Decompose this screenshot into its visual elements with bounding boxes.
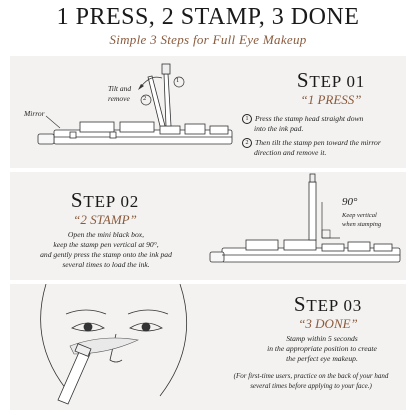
step-01-subtitle: “1 PRESS” xyxy=(300,92,362,107)
step-02-title xyxy=(20,188,190,213)
stamp-pens xyxy=(148,64,171,126)
mirror-pointer xyxy=(46,116,60,128)
angle-note-1: Keep vertical xyxy=(342,212,377,219)
device-case xyxy=(38,122,232,144)
step-03-line: in the appropriate position to create xyxy=(267,344,377,353)
step-03-note-line: (For first-time users, practice on the back of your hand xyxy=(233,372,389,380)
step-03-note xyxy=(216,372,406,391)
step-03-subtitle: “3 DONE” xyxy=(298,316,358,331)
angle-label: 90° xyxy=(342,196,358,208)
step-01-line1a: Press the stamp head straight down xyxy=(255,114,364,123)
label-mirror: Mirror xyxy=(24,109,45,118)
step-01-title-rest: TEP 01 xyxy=(309,72,366,91)
step-01-num-1: 1 xyxy=(242,114,252,124)
main-subtitle: Simple 3 Steps for Full Eye Makeup xyxy=(109,32,307,47)
label-remove: remove xyxy=(108,94,130,103)
step-01-illustration xyxy=(10,56,250,168)
step-03-title-initial: S xyxy=(293,292,307,316)
face-illustration xyxy=(10,284,210,410)
step-03-panel xyxy=(10,284,406,410)
step-03-title xyxy=(250,292,406,317)
step-02-line: Open the mini black box, xyxy=(67,230,145,239)
step-02-line: several times to load the ink. xyxy=(62,260,150,269)
vertical-pen xyxy=(309,174,316,240)
main-title: 1 PRESS, 2 STAMP, 3 DONE xyxy=(56,4,360,30)
step-01-panel xyxy=(10,56,406,168)
angle-note-2: when stamping xyxy=(342,221,382,228)
header xyxy=(0,0,416,52)
step-01-line2b: direction and remove it. xyxy=(254,148,327,157)
step-02-line: keep the stamp pen vertical at 90°, xyxy=(53,240,159,249)
label-tilt: Tilt and xyxy=(108,84,132,93)
step-03-note-line: several times before applying to your face.) xyxy=(250,381,372,390)
step-03-instructions xyxy=(238,334,406,364)
step-01-title xyxy=(256,68,406,93)
step-02-panel xyxy=(10,172,406,280)
step-01-title-initial: S xyxy=(296,68,310,92)
step-02-subtitle: “2 STAMP” xyxy=(73,212,137,227)
step-01-instruction-1 xyxy=(242,114,404,134)
step-03-line: the perfect eye makeup. xyxy=(286,354,358,363)
step-01-instruction-2 xyxy=(242,138,406,158)
step-02-title-initial: S xyxy=(70,188,84,212)
step-01-line2a: Then tilt the stamp pen toward the mirror xyxy=(255,138,381,147)
step-02-title-rest: TEP 02 xyxy=(83,192,140,211)
step-03-line: Stamp within 5 seconds xyxy=(286,334,358,343)
step-02-instructions xyxy=(14,230,198,270)
label-number-2: 2 xyxy=(143,95,147,102)
step-01-line1b: into the ink pad. xyxy=(254,124,304,133)
label-number-1: 1 xyxy=(176,77,180,84)
step-02-line: and gently press the stamp onto the ink pad xyxy=(40,250,172,259)
step-01-num-2: 2 xyxy=(242,138,252,148)
step-03-title-rest: TEP 03 xyxy=(306,296,363,315)
